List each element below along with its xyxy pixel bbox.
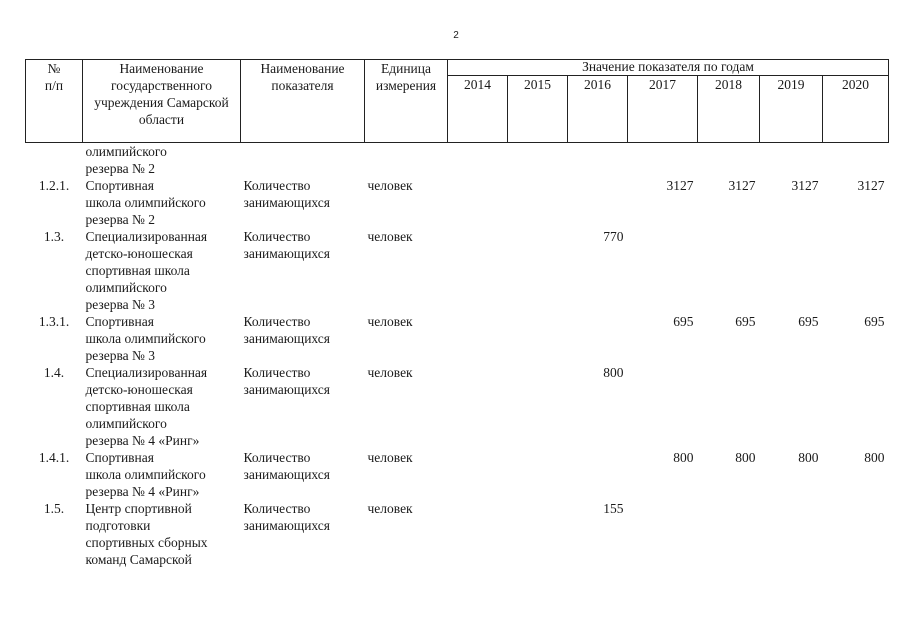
unit-of-measure: человек xyxy=(367,501,413,516)
year-value-2020: 695 xyxy=(864,314,885,329)
row-number xyxy=(26,143,83,178)
table-header xyxy=(26,60,889,143)
header-year: 2017 xyxy=(628,76,698,143)
year-value-2018 xyxy=(698,143,760,178)
year-value-2015 xyxy=(508,143,568,178)
table-row xyxy=(26,449,889,500)
indicator-name: Количество занимающихся xyxy=(243,178,330,210)
institution-name: олимпийского резерва № 2 xyxy=(85,144,167,176)
header-num: № п/п xyxy=(26,60,83,143)
table-row xyxy=(26,143,889,178)
indicator-name xyxy=(241,143,365,178)
header-year: 2015 xyxy=(508,76,568,143)
year-value-2018: 800 xyxy=(735,450,756,465)
institution-name: Центр спортивной подготовки спортивных сборных команд Самарской xyxy=(85,501,208,567)
year-value-2017 xyxy=(628,500,698,568)
row-number: 1.4. xyxy=(43,365,65,380)
year-value-2015 xyxy=(508,500,568,568)
year-value-2016 xyxy=(568,449,628,500)
year-value-2014 xyxy=(448,228,508,313)
row-number: 1.3. xyxy=(43,229,65,244)
institution-name: Специализированная детско-юношеская спортивная школа олимпийского резерва № 3 xyxy=(85,229,208,312)
header-indicator: Наименование показателя xyxy=(241,60,365,143)
year-value-2020 xyxy=(823,500,889,568)
unit-of-measure: человек xyxy=(367,450,413,465)
header-values-by-year: Значение показателя по годам xyxy=(448,60,889,76)
year-value-2018: 695 xyxy=(735,314,756,329)
header-year: 2018 xyxy=(698,76,760,143)
header-year: 2016 xyxy=(568,76,628,143)
year-value-2016 xyxy=(568,177,628,228)
year-value-2018 xyxy=(698,364,760,449)
institution-name: Спортивная школа олимпийского резерва № 3 xyxy=(85,314,206,363)
page-number: 2 xyxy=(453,30,459,41)
indicator-name: Количество занимающихся xyxy=(243,365,330,397)
year-value-2019 xyxy=(760,364,823,449)
year-value-2020 xyxy=(823,364,889,449)
year-value-2015 xyxy=(508,449,568,500)
year-value-2017: 800 xyxy=(673,450,694,465)
year-value-2015 xyxy=(508,228,568,313)
year-value-2020 xyxy=(823,143,889,178)
unit-of-measure xyxy=(365,143,448,178)
year-value-2016 xyxy=(568,313,628,364)
table-row xyxy=(26,228,889,313)
row-number: 1.5. xyxy=(43,501,65,516)
table-row xyxy=(26,364,889,449)
header-institution: Наименование государственного учреждения Самарской области xyxy=(83,60,241,143)
row-number: 1.4.1. xyxy=(38,450,70,465)
year-value-2016: 155 xyxy=(603,501,624,516)
institution-name: Спортивная школа олимпийского резерва № 2 xyxy=(85,178,206,227)
unit-of-measure: человек xyxy=(367,314,413,329)
year-value-2016 xyxy=(568,143,628,178)
header-year: 2019 xyxy=(760,76,823,143)
year-value-2017 xyxy=(628,364,698,449)
year-value-2017: 3127 xyxy=(666,178,694,193)
year-value-2019: 800 xyxy=(798,450,819,465)
year-value-2014 xyxy=(448,449,508,500)
year-value-2019 xyxy=(760,500,823,568)
year-value-2016: 770 xyxy=(603,229,624,244)
year-value-2019: 695 xyxy=(798,314,819,329)
year-value-2014 xyxy=(448,500,508,568)
row-number: 1.2.1. xyxy=(38,178,70,193)
table-body xyxy=(26,143,889,569)
unit-of-measure: человек xyxy=(367,229,413,244)
year-value-2014 xyxy=(448,177,508,228)
year-value-2018 xyxy=(698,228,760,313)
indicator-name: Количество занимающихся xyxy=(243,229,330,261)
table-row xyxy=(26,313,889,364)
indicator-name: Количество занимающихся xyxy=(243,314,330,346)
year-value-2014 xyxy=(448,364,508,449)
year-value-2014 xyxy=(448,143,508,178)
indicator-table xyxy=(25,59,889,568)
row-number: 1.3.1. xyxy=(38,314,70,329)
institution-name: Специализированная детско-юношеская спортивная школа олимпийского резерва № 4 «Ринг» xyxy=(85,365,208,448)
year-value-2019 xyxy=(760,143,823,178)
year-value-2015 xyxy=(508,364,568,449)
year-value-2014 xyxy=(448,313,508,364)
year-value-2020: 3127 xyxy=(857,178,885,193)
year-value-2017: 695 xyxy=(673,314,694,329)
year-value-2018: 3127 xyxy=(728,178,756,193)
year-value-2018 xyxy=(698,500,760,568)
header-year: 2014 xyxy=(448,76,508,143)
year-value-2020: 800 xyxy=(864,450,885,465)
year-value-2020 xyxy=(823,228,889,313)
unit-of-measure: человек xyxy=(367,178,413,193)
table-row xyxy=(26,177,889,228)
year-value-2019: 3127 xyxy=(791,178,819,193)
year-value-2019 xyxy=(760,228,823,313)
year-value-2016: 800 xyxy=(603,365,624,380)
header-unit: Единица измерения xyxy=(365,60,448,143)
indicator-name: Количество занимающихся xyxy=(243,501,330,533)
institution-name: Спортивная школа олимпийского резерва № 4 «Ринг» xyxy=(85,450,206,499)
year-value-2015 xyxy=(508,177,568,228)
unit-of-measure: человек xyxy=(367,365,413,380)
table-row xyxy=(26,500,889,568)
year-value-2017 xyxy=(628,143,698,178)
year-value-2015 xyxy=(508,313,568,364)
year-value-2017 xyxy=(628,228,698,313)
header-year: 2020 xyxy=(823,76,889,143)
indicator-name: Количество занимающихся xyxy=(243,450,330,482)
